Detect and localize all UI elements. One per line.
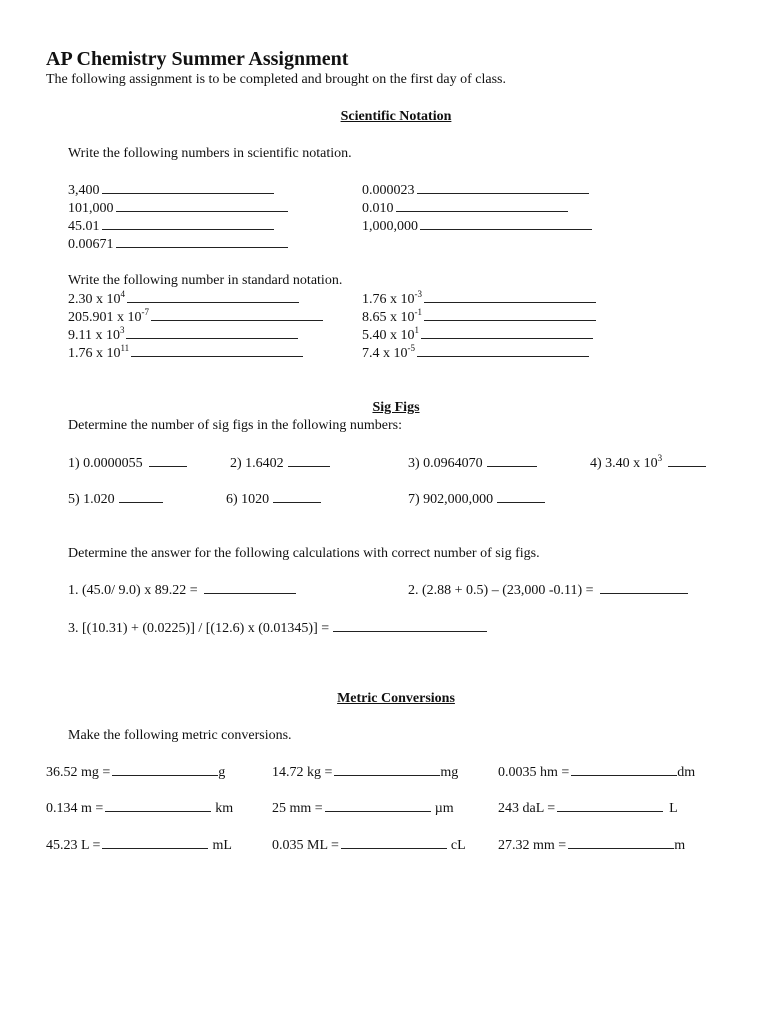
sci-item: 101,000 <box>68 200 288 217</box>
sig-item: 2) 1.6402 <box>230 455 330 472</box>
metric-item: 243 daL = L <box>498 801 678 816</box>
page-title: AP Chemistry Summer Assignment <box>46 48 349 70</box>
calc-item: 1. (45.0/ 9.0) x 89.22 = <box>68 582 296 599</box>
std-item: 2.30 x $10^4$ <box>68 291 299 308</box>
sig-figs-heading: Sig Figs <box>372 400 420 415</box>
calc-item: 2. (2.88 + 0.5) – (23,000 -0.11) = <box>408 582 688 599</box>
sci-instruction-1: Write the following numbers in scientific notation. <box>68 146 352 161</box>
sci-item: 45.01 <box>68 218 274 235</box>
std-item: 8.65 x $10^{-1}$ <box>362 309 596 326</box>
sig-item: 5) 1.020 <box>68 491 163 508</box>
std-item: 1.76 x $10^{-3}$ <box>362 291 596 308</box>
sig-instruction-2: Determine the answer for the following calculations with correct number of sig figs. <box>68 546 540 561</box>
metric-instruction: Make the following metric conversions. <box>68 728 292 743</box>
metric-conversions-heading: Metric Conversions <box>337 691 455 706</box>
metric-item: 25 mm = µm <box>272 801 454 816</box>
std-item: 205.901 x $10^{-7}$ <box>68 309 323 326</box>
calc-item: 3. [(10.31) + (0.0225)] / [(12.6) x (0.01345)] = <box>68 620 487 637</box>
sci-instruction-2: Write the following number in standard notation. <box>68 273 343 288</box>
sci-item: 0.000023 <box>362 182 589 199</box>
sig-item: 1) 0.0000055 <box>68 455 187 472</box>
metric-item: 27.32 mm = m <box>498 838 686 853</box>
std-item: 1.76 x $10^{11}$ <box>68 345 303 362</box>
sig-item: 3) 0.0964070 <box>408 455 537 472</box>
metric-item: 0.0035 hm = dm <box>498 765 696 780</box>
metric-item: 45.23 L = mL <box>46 838 232 853</box>
scientific-notation-heading: Scientific Notation <box>340 109 452 124</box>
sig-item: 4) 3.40 x $10^3$ <box>590 455 706 472</box>
sig-item: 7) 902,000,000 <box>408 491 545 508</box>
page-subtitle: The following assignment is to be completed and brought on the first day of class. <box>46 72 506 87</box>
sig-item: 6) 1020 <box>226 491 321 508</box>
metric-item: 14.72 kg = mg <box>272 765 459 780</box>
metric-item: 0.035 ML = cL <box>272 838 466 853</box>
std-item: 7.4 x $10^{-5}$ <box>362 345 589 362</box>
std-item: 5.40 x $10^1$ <box>362 327 593 344</box>
sci-item: 0.010 <box>362 200 568 217</box>
metric-item: 36.52 mg = g <box>46 765 226 780</box>
std-item: 9.11 x $10^3$ <box>68 327 298 344</box>
sci-item: 0.00671 <box>68 236 288 253</box>
sig-instruction-1: Determine the number of sig figs in the following numbers: <box>68 418 402 433</box>
sci-item: 1,000,000 <box>362 218 592 235</box>
metric-item: 0.134 m = km <box>46 801 234 816</box>
sci-item: 3,400 <box>68 182 274 199</box>
